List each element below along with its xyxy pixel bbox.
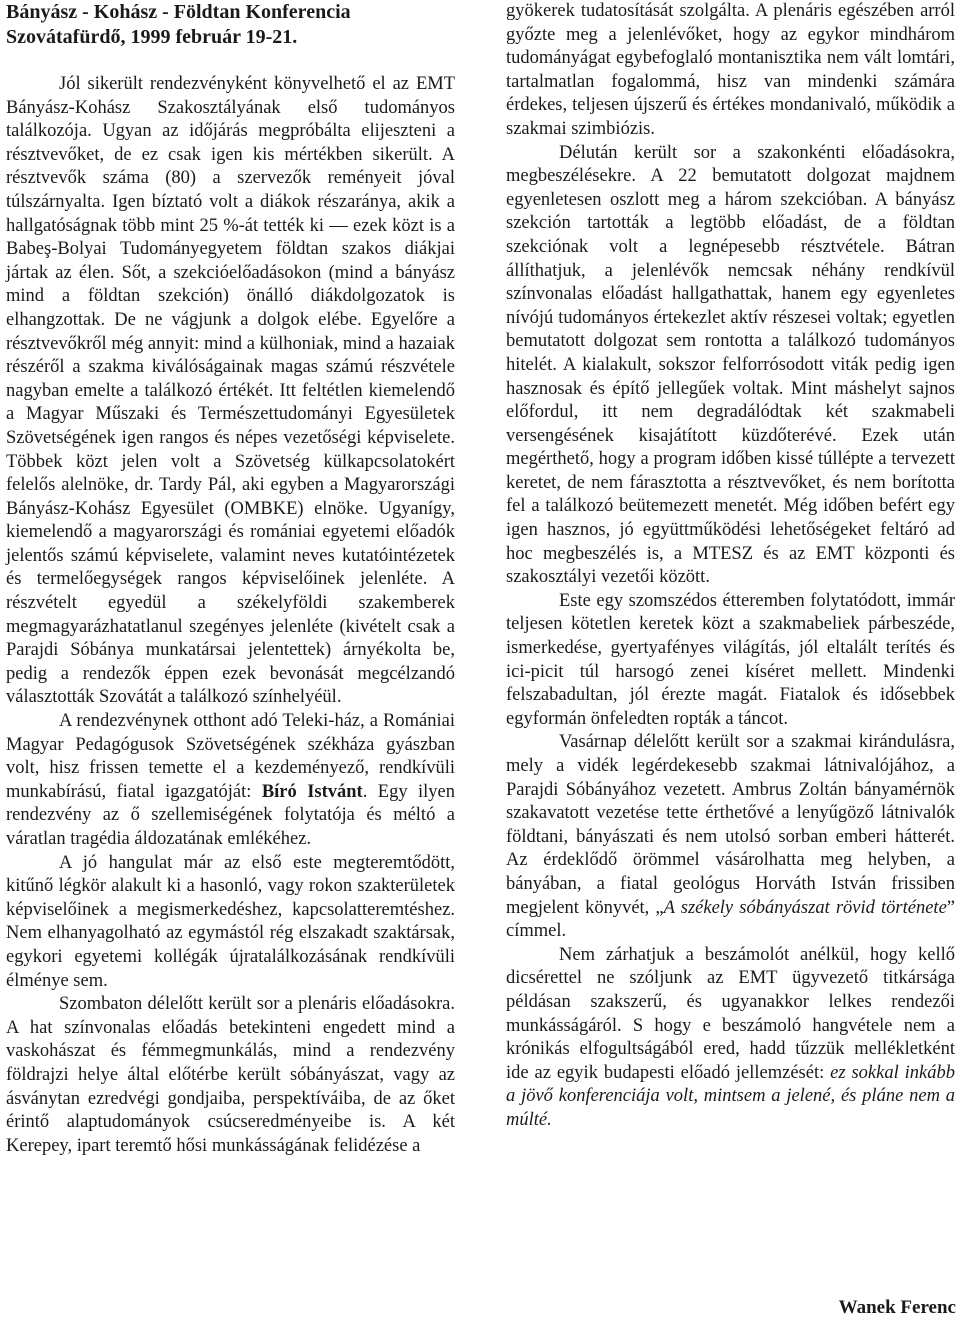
author-signature: Wanek Ferenc [838, 1297, 956, 1318]
left-column [6, 0, 455, 1158]
paragraph: Este egy szomszédos étteremben folytatódott, immár teljesen kötetlen keretek közt a szakmabeliek párbeszéde, ismerkedése, gyertyafényes világítás, jól eltalált terítés és ici-picit túl harsogó zenei kíséret mellett. Mindenki felszabadultan, jól érezte magát. Fiatalok és idősebbek egyformán önfeledten ropták a táncot. [506, 590, 955, 729]
book-title: A székely sóbányászat rövid története [663, 897, 947, 918]
paragraph: A rendezvénynek otthont adó Teleki-ház, a Romániai Magyar Pedagógusok Szövetségének székháza gyászban volt, hisz frissen temette el a kezdeményező, rendkívüli munkabírású, fiatal igazgatóját: Bíró Istvánt. Egy ilyen rendezvény az ő szellemiségének folytatója és méltó a váratlan tragédia áldozatának emlékéhez. [6, 711, 455, 849]
title-line-2: Szovátafürdő, 1999 február 19-21. [6, 26, 298, 48]
title-line-1: Bányász - Kohász - Földtan Konferencia [6, 1, 351, 23]
quotation: ez sokkal inkább a jövő konferenciája volt, mintsem a jelené, és pláne nem a múlté. [506, 1062, 955, 1130]
paragraph: Vasárnap délelőtt került sor a szakmai kirándulásra, mely a vidék legérdekesebb szakmai látnivalójához, a Parajdi Sóbányához vezetett. Ambrus Zoltán bányamérnök szakavatott vezetése tette érthetővé a lenyűgöző látnivalók földtani, bányászati és nem utolsó sorban emberi hátterét. Az érdeklődő örömmel vásárolhatta meg helyben, a bányában, a fiatal geológus Horváth István frissiben megjelent könyvét, „A székely sóbányászat rövid története” címmel. [506, 732, 955, 942]
paragraph: Szombaton délelőtt került sor a plenáris előadásokra. A hat színvonalas előadás betekinteni engedett mind a vaskohászat és fémmegmunkálás, mind a rendezvény földrajzi helye által előtérbe került sóbányászat, vagy az ásványtan ezredvégi gondjaiba, perspektíváiba, de az őket érintő alaptudományok csúcseredményeibe is. A két Kerepey, ipart teremtő hősi munkásságának felidézése a [6, 994, 455, 1156]
person-name: Bíró Istvánt [261, 781, 363, 802]
article-title [6, 0, 455, 50]
paragraph: gyökerek tudatosítását szolgálta. A plenáris egészében arról győzte meg a jelenlévőket, hogy az egykor mindhárom tudományágat egybefoglaló montanisztika nem vált lomtári, tartalmatlan fogalommá, hisz van mindenki számára érdekes, teljesen újszerű és értékes mondanivaló, működik a szakmai szimbiózis. [506, 1, 955, 139]
paragraph: A jó hangulat már az első este megteremtődött, kitűnő légkör alakult ki a hasonló, vagy rokon szakterületek képviselőinek a megismerkedéshez, kapcsolatteremtéshez. Nem elhanyagolható az egymástól rég elszakadt szaktársak, egykori egyetemi kollégák újratalálkozásának rendkívüli élménye sem. [6, 852, 455, 991]
paragraph: Nem zárhatjuk a beszámolót anélkül, hogy kellő dicsérettel ne szóljunk az EMT ügyvezető titkársága példásan szakszerű, és ugyanakkor lelkes rendezői munkásságáról. S hogy e beszámoló hangvétele nem a krónikás elfogultságából ered, hadd tűzzük mellékletként ide az egyik budapesti előadó jellemzését: ez sokkal inkább a jövő konferenciája volt, mintsem a jelené, és pláne nem a múlté. [506, 944, 955, 1130]
right-column [506, 0, 955, 1133]
paragraph: Jól sikerült rendezvényként könyvelhető el az EMT Bányász-Kohász Szakosztályának első tudományos találkozója. Ugyan az időjárás megpróbálta elijeszteni a résztvevőket, de ez csak igen kis mértékben sikerült. A résztvevők száma (80) a szervezők reményeit jóval túlszárnyalta. Igen bíztató volt a diákok részaránya, akik a hallgatóságnak több mint 25 %-át tették ki — ezek közt is a Babeş-Bolyai Tudományegyetem földtan szakos diákjai jártak az élen. Sőt, a szekcióelőadásokon (mind a bányász mind a földtan szekción) önálló diákdolgozatok is elhangzottak. De ne vágjunk a dolgok elébe. Egyelőre a résztvevőkről még annyit: mind a külhoniak, mind a hazaiak részéről a szakma kiválóságainak magas számú részvétele nagyban emelte a találkozó értékét. Itt feltétlen kiemelendő a Magyar Műszaki és Természettudományi Egyesületek Szövetségének igen rangos és népes vezetőségi képviselete. Többek közt jelen volt a Szövetség külkapcsolatokért felelős alelnöke, dr. Tardy Pál, aki egyben a Magyarországi Bányász-Kohász Egyesület (OMBKE) elnöke. Ugyanígy, kiemelendő a magyarországi és romániai egyetemi előadók jelentős számú képviselete, valamint neves kutatóintézetek és termelőegységek rangos képviselőinek jelenléte. A részvételt egyedül a székelyföldi szakemberek megmagyarázhatatlanul szegényes jelenléte (kivételt csak a Parajdi Sóbánya munkatársai jelentettek) árnyékolta be, pedig a rendezők éppen ezek bevonását megcélzandó választották Szovátát a találkozó színhelyéül. [6, 74, 455, 708]
paragraph: Délután került sor a szakonkénti előadásokra, megbeszélésekre. A 22 bemutatott dolgozat majdnem egyenletesen oszlott meg a három szekcióban. A bányász szekción tartották a legtöbb előadást, de a földtan szekciónak volt a legnépesebb résztvétele. Bátran állíthatjuk, a jelenlévők nemcsak néhány rendkívül színvonalas előadást hallgathattak, hanem egy egyenletes nívójú tudományos értekezlet aktív részesei voltak; egyetlen bemutatott dolgozat sem rontotta a találkozó tudományos hitelét. A kialakult, sokszor felforrósodott viták pedig igen hasznosak és építő jellegűek voltak. Mint máshelyt sajnos előfordul, itt nem degradálódtak két szakmabeli versengésének kisajátított küzdőterévé. Ezek után megérthető, hogy a program időben kissé túllépte a tervezett keretet, de nem fárasztotta a résztvevőket, és nem borította fel a találkozó beütemezett menetét. Még időben befért egy igen hasznos, jó együttműködési lehetőségeket feltáró ad hoc megbeszélés is, a MTESZ és az EMT központi és szakosztályi vezetői között. [506, 142, 955, 588]
